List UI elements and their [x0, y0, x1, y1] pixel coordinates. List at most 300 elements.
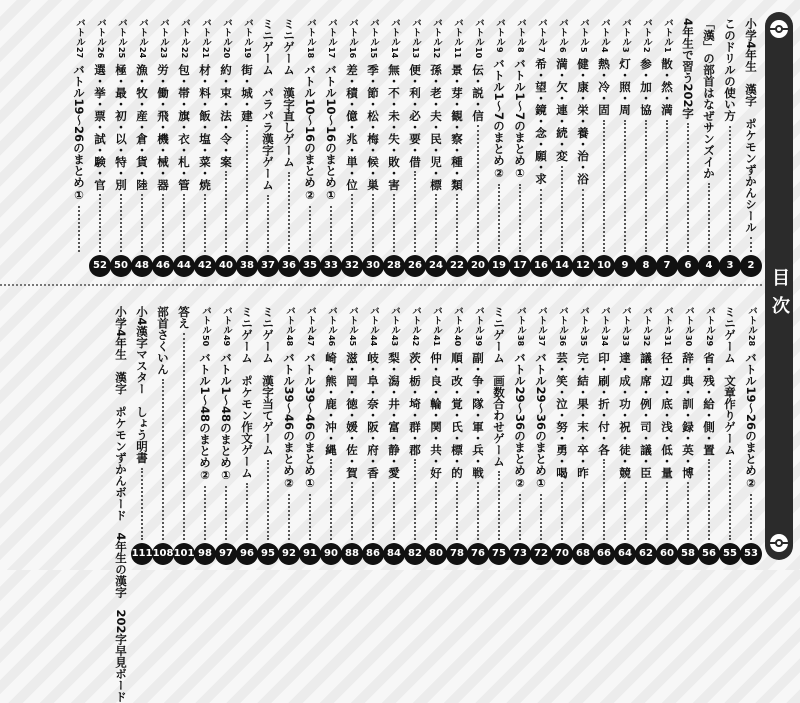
entry-text: 答え [177, 306, 191, 329]
page-number-badge: 76 [467, 543, 489, 565]
toc-entry[interactable] [698, 8, 720, 282]
battle-label: バトル [473, 306, 484, 335]
battle-label: バトル [473, 18, 484, 47]
battle-number: 49 [222, 334, 231, 346]
battle-label: バトル [158, 18, 169, 47]
battle-label: バトル [137, 18, 148, 47]
battle-number: 34 [600, 334, 609, 346]
entry-text: ミニゲーム 画数合わせゲーム [492, 306, 506, 467]
battle-label: バトル [557, 18, 568, 47]
toc-entry[interactable] [572, 8, 594, 282]
battle-label: バトル [200, 18, 211, 47]
battle-label: バトル [641, 18, 652, 47]
toc-entry[interactable] [593, 8, 615, 282]
page-number-badge: 26 [404, 255, 426, 277]
battle-label: バトル [95, 18, 106, 47]
entry-text: 小4漢字マスター しょう明書 [135, 306, 149, 464]
toc-entry[interactable] [383, 296, 405, 570]
page-number-badge: 62 [635, 543, 657, 565]
dot-leader [372, 194, 374, 252]
toc-entry[interactable] [362, 296, 384, 570]
toc-entry[interactable] [677, 8, 699, 282]
page-number-badge: 91 [299, 543, 321, 565]
battle-number: 14 [390, 46, 399, 58]
battle-label: バトル [221, 306, 232, 335]
page-number-badge: 72 [530, 543, 552, 565]
dot-leader [330, 206, 332, 252]
battle-number: 12 [432, 46, 441, 58]
page-number-badge: 53 [740, 543, 762, 565]
toc-entry[interactable] [551, 296, 573, 570]
dot-leader [267, 460, 269, 540]
entry-text: 孫・老・夫・民・児・標 [429, 63, 443, 191]
dot-leader [729, 126, 731, 252]
toc-entry[interactable] [446, 8, 468, 282]
toc-entry[interactable] [152, 8, 174, 282]
battle-label: バトル [74, 18, 85, 47]
page-number-badge: 98 [194, 543, 216, 565]
battle-number: 17 [327, 46, 336, 58]
page-number-badge: 12 [572, 255, 594, 277]
entry-text: 副・争・隊・軍・兵・戦 [471, 351, 485, 479]
battle-number: 47 [306, 334, 315, 346]
dot-leader [624, 482, 626, 540]
battle-label: バトル [452, 18, 463, 47]
dot-leader [162, 379, 164, 540]
battle-label: バトル [683, 306, 694, 335]
toc-entry[interactable] [215, 8, 237, 282]
entry-text: バトル1〜7のまとめ① [513, 58, 527, 181]
dot-leader [414, 459, 416, 540]
battle-label: バトル [641, 306, 652, 335]
dot-leader [204, 194, 206, 252]
entry-text: バトル10〜16のまとめ② [303, 63, 317, 202]
entry-text: 差・積・億・兆・単・位 [345, 63, 359, 191]
toc-entry[interactable] [719, 296, 741, 570]
battle-label: バトル [536, 306, 547, 335]
toc-entry[interactable] [740, 8, 762, 282]
toc-entry[interactable] [572, 296, 594, 570]
toc-entry[interactable] [299, 296, 321, 570]
entry-text: 滋・岡・徳・媛・佐・賀 [345, 351, 359, 479]
dot-leader [183, 333, 185, 540]
page-number-badge: 75 [488, 543, 510, 565]
battle-number: 43 [390, 334, 399, 346]
dot-leader [582, 482, 584, 540]
dot-leader [225, 171, 227, 252]
entry-text: 熱・冷・固 [597, 58, 611, 116]
entry-text: 参・加・協 [639, 58, 653, 116]
page-number-badge: 64 [614, 543, 636, 565]
toc-entry[interactable] [446, 296, 468, 570]
toc-entry[interactable] [110, 296, 132, 703]
dot-leader [603, 120, 605, 252]
dot-leader [645, 120, 647, 252]
toc-entry[interactable] [404, 296, 426, 570]
toc-entry[interactable] [635, 8, 657, 282]
toc-entry[interactable] [194, 296, 216, 570]
entry-text: ミニゲーム 漢字当てゲーム [261, 306, 275, 456]
entry-text: バトル19〜26のまとめ① [72, 63, 86, 202]
battle-label: バトル [347, 306, 358, 335]
toc-entry[interactable] [614, 8, 636, 282]
battle-label: バトル [620, 306, 631, 335]
toc-entry[interactable] [341, 8, 363, 282]
toc-entry[interactable] [509, 296, 531, 570]
battle-number: 19 [243, 46, 252, 58]
entry-text: バトル10〜16のまとめ① [324, 63, 338, 202]
entry-text: 約・束・法・令・案 [219, 63, 233, 168]
battle-label: バトル [200, 306, 211, 335]
toc-entry[interactable] [635, 296, 657, 570]
page-number-badge: 8 [635, 255, 657, 277]
entry-text: 街・城・建 [240, 63, 254, 122]
battle-label: バトル [536, 18, 547, 47]
battle-label: バトル [599, 18, 610, 47]
toc-entry[interactable] [677, 296, 699, 570]
entry-text: 仲・良・輪・関・共・好 [429, 351, 443, 479]
toc-entry[interactable] [698, 296, 720, 570]
dot-leader [246, 483, 248, 540]
entry-text: ミニゲーム ポケモン作文ゲーム [240, 306, 254, 479]
battle-label: バトル [620, 18, 631, 47]
entry-text: バトル29〜36のまとめ② [513, 351, 527, 490]
entry-text: 包・帯・旗・衣・札・管 [177, 63, 191, 191]
entry-text: 灯・照・周 [618, 58, 632, 116]
entry-text: 部首さくいん [156, 306, 170, 375]
battle-label: バトル [494, 18, 505, 47]
dot-leader [540, 494, 542, 540]
battle-number: 33 [621, 334, 630, 346]
entry-text: 選・挙・票・試・験・官 [93, 63, 107, 191]
toc-entry[interactable] [656, 8, 678, 282]
toc-entry[interactable] [530, 296, 552, 570]
dot-leader [414, 171, 416, 252]
toc-entry[interactable] [152, 296, 174, 570]
page-number-badge: 60 [656, 543, 678, 565]
battle-number: 16 [348, 46, 357, 58]
battle-number: 11 [453, 46, 462, 58]
entry-text: 漁・牧・産・倉・貨・陸 [135, 63, 149, 191]
dot-leader [666, 482, 668, 540]
entry-text: 4年生で習う202字 [681, 18, 695, 120]
page-number-badge: 19 [488, 255, 510, 277]
battle-number: 22 [180, 46, 189, 58]
page-number-badge: 16 [530, 255, 552, 277]
battle-label: バトル [284, 306, 295, 335]
dot-leader [687, 482, 689, 540]
battle-label: バトル [578, 306, 589, 335]
entry-text: 芸・笑・泣・努・勇・喝 [555, 351, 569, 479]
toc-entry[interactable] [131, 8, 153, 282]
page-number-badge: 92 [278, 543, 300, 565]
battle-label: バトル [179, 18, 190, 47]
toc-entry[interactable] [509, 8, 531, 282]
battle-number: 42 [411, 334, 420, 346]
page-number-badge: 90 [320, 543, 342, 565]
page-number-badge: 70 [551, 543, 573, 565]
dot-leader [603, 459, 605, 540]
entry-text: 材・料・飯・塩・菜・焼 [198, 63, 212, 191]
dot-leader [750, 494, 752, 540]
page-number-badge: 44 [173, 255, 195, 277]
page-number-badge: 52 [89, 255, 111, 277]
dot-leader [750, 237, 752, 252]
battle-number: 10 [474, 46, 483, 58]
battle-number: 1 [663, 46, 672, 53]
entry-text: 岐・阜・奈・阪・府・香 [366, 351, 380, 479]
battle-number: 20 [222, 46, 231, 58]
dot-leader [477, 125, 479, 252]
entry-text: 省・残・給・側・置 [702, 351, 716, 456]
section-divider [0, 284, 762, 286]
battle-number: 40 [453, 334, 462, 346]
toc-entry[interactable] [89, 8, 111, 282]
dot-leader [708, 183, 710, 252]
toc-entry[interactable] [278, 296, 300, 570]
battle-number: 18 [306, 46, 315, 58]
dot-leader [519, 184, 521, 252]
page-number-badge: 55 [719, 543, 741, 565]
page-number-badge: 17 [509, 255, 531, 277]
dot-leader [435, 482, 437, 540]
page-number-badge: 82 [404, 543, 426, 565]
toc-entry[interactable] [257, 296, 279, 570]
battle-label: バトル [368, 18, 379, 47]
entry-text: 完・結・果・末・卒・昨 [576, 351, 590, 479]
battle-label: バトル [326, 306, 337, 335]
battle-label: バトル [368, 306, 379, 335]
toc-entry[interactable] [299, 8, 321, 282]
toc-entry[interactable] [68, 8, 90, 282]
battle-number: 38 [516, 334, 525, 346]
battle-number: 2 [642, 46, 651, 53]
dot-leader [288, 172, 290, 252]
dot-leader [267, 195, 269, 252]
page-number-badge: 37 [257, 255, 279, 277]
battle-label: バトル [431, 306, 442, 335]
entry-text: 季・節・松・梅・候・巣 [366, 63, 380, 191]
toc-entry[interactable] [656, 296, 678, 570]
entry-text: 便・利・必・要・借 [408, 63, 422, 168]
entry-text: バトル19〜26のまとめ② [744, 351, 758, 490]
page-number-badge: 97 [215, 543, 237, 565]
title-bar [765, 12, 793, 560]
page-number-badge: 78 [446, 543, 468, 565]
toc-entry[interactable] [173, 296, 195, 570]
dot-leader [498, 471, 500, 540]
entry-text: 「漢」の部首はなぜサンズイか [702, 18, 716, 179]
battle-number: 13 [411, 46, 420, 58]
dot-leader [519, 494, 521, 540]
battle-number: 24 [138, 46, 147, 58]
entry-text: ミニゲーム パラパラ漢字ゲーム [261, 18, 275, 191]
battle-number: 7 [537, 46, 546, 53]
dot-leader [330, 459, 332, 540]
page-number-badge: 10 [593, 255, 615, 277]
dot-leader [393, 482, 395, 540]
battle-label: バトル [347, 18, 358, 47]
battle-number: 30 [684, 334, 693, 346]
dot-leader [456, 194, 458, 252]
page-number-badge: 38 [236, 255, 258, 277]
toc-entry[interactable] [236, 8, 258, 282]
page-number-badge: 6 [677, 255, 699, 277]
battle-label: バトル [515, 306, 526, 335]
dot-leader [498, 184, 500, 252]
toc-entry[interactable] [257, 8, 279, 282]
dot-leader [351, 194, 353, 252]
dot-leader [477, 482, 479, 540]
entry-text: 希・望・鏡・念・願・求 [534, 58, 548, 185]
entry-text: 無・不・未・失・敗・害 [387, 63, 401, 191]
battle-number: 32 [642, 334, 651, 346]
battle-number: 28 [747, 334, 756, 346]
toc-entry[interactable] [362, 8, 384, 282]
page-number-badge: 95 [257, 543, 279, 565]
dot-leader [561, 166, 563, 252]
page-number-badge: 80 [425, 543, 447, 565]
page-number-badge: 2 [740, 255, 762, 277]
toc-entry[interactable] [488, 296, 510, 570]
page-number-badge: 68 [572, 543, 594, 565]
page-number-badge: 88 [341, 543, 363, 565]
page-number-badge: 86 [362, 543, 384, 565]
battle-number: 23 [159, 46, 168, 58]
toc-entry[interactable] [425, 8, 447, 282]
page-number-badge: 56 [698, 543, 720, 565]
toc-entry[interactable] [614, 296, 636, 570]
toc-entry[interactable] [530, 8, 552, 282]
dot-leader [372, 482, 374, 540]
toc-entry[interactable] [425, 296, 447, 570]
toc-entry[interactable] [194, 8, 216, 282]
dot-leader [141, 194, 143, 252]
toc-entry[interactable] [236, 296, 258, 570]
entry-text: 満・欠・連・続・変 [555, 58, 569, 162]
dot-leader [99, 194, 101, 252]
battle-number: 48 [285, 334, 294, 346]
toc-entry[interactable] [215, 296, 237, 570]
page-number-badge: 111 [131, 543, 153, 565]
battle-number: 15 [369, 46, 378, 58]
toc-entry[interactable] [551, 8, 573, 282]
battle-number: 37 [537, 334, 546, 346]
toc-entry[interactable] [278, 8, 300, 282]
page-number-badge: 28 [383, 255, 405, 277]
toc-entry[interactable] [173, 8, 195, 282]
battle-label: バトル [746, 306, 757, 335]
entry-text: バトル1〜48のまとめ① [219, 351, 233, 482]
toc-entry[interactable] [467, 296, 489, 570]
toc-entry[interactable] [320, 296, 342, 570]
page-number-badge: 48 [131, 255, 153, 277]
entry-text: バトル39〜46のまとめ② [282, 351, 296, 490]
battle-number: 44 [369, 334, 378, 346]
toc-entry[interactable] [404, 8, 426, 282]
page-number-badge: 24 [425, 255, 447, 277]
entry-text: 小学4年生 漢字 ポケモンずかんボード 4年生の漢字 202字早見ボード [114, 306, 128, 703]
pokeball-icon [770, 534, 788, 552]
dot-leader [309, 206, 311, 252]
page-number-badge: 35 [299, 255, 321, 277]
battle-number: 35 [579, 334, 588, 346]
dot-leader [288, 494, 290, 540]
dot-leader [120, 194, 122, 252]
battle-label: バトル [599, 306, 610, 335]
battle-label: バトル [662, 18, 673, 47]
dot-leader [456, 482, 458, 540]
dot-leader [309, 494, 311, 540]
toc-entry[interactable] [131, 296, 153, 570]
dot-leader [162, 194, 164, 252]
dot-leader [561, 482, 563, 540]
toc-entry[interactable] [320, 8, 342, 282]
page-number-badge: 108 [152, 543, 174, 565]
page-number-badge: 32 [341, 255, 363, 277]
toc-entry[interactable] [467, 8, 489, 282]
page-number-badge: 96 [236, 543, 258, 565]
toc-entry[interactable] [740, 296, 762, 570]
battle-number: 3 [621, 46, 630, 53]
battle-label: バトル [557, 306, 568, 335]
entry-text: 景・芽・観・察・種・類 [450, 63, 464, 191]
page-number-badge: 4 [698, 255, 720, 277]
battle-label: バトル [305, 306, 316, 335]
toc-entry[interactable] [488, 8, 510, 282]
battle-label: バトル [410, 18, 421, 47]
toc-entry[interactable] [110, 8, 132, 282]
toc-entry[interactable] [593, 296, 615, 570]
page-number-badge: 20 [467, 255, 489, 277]
dot-leader [624, 120, 626, 252]
battle-number: 41 [432, 334, 441, 346]
battle-label: バトル [389, 306, 400, 335]
battle-number: 45 [348, 334, 357, 346]
toc-entry[interactable] [383, 8, 405, 282]
page-number-badge: 33 [320, 255, 342, 277]
battle-label: バトル [662, 306, 673, 335]
dot-leader [78, 206, 80, 252]
entry-text: バトル1〜7のまとめ② [492, 58, 506, 181]
battle-label: バトル [389, 18, 400, 47]
battle-number: 6 [558, 46, 567, 53]
dot-leader [708, 459, 710, 540]
entry-text: 健・康・栄・養・治・浴 [576, 58, 590, 185]
toc-entry[interactable] [719, 8, 741, 282]
battle-number: 8 [516, 46, 525, 53]
entry-text: 辞・典・訓・録・英・博 [681, 351, 695, 479]
battle-label: バトル [116, 18, 127, 47]
entry-text: 達・成・功・祝・徒・競 [618, 351, 632, 479]
dot-leader [183, 194, 185, 252]
toc-entry[interactable] [341, 296, 363, 570]
entry-text: 散・然・満 [660, 58, 674, 116]
entry-text: ミニゲーム 漢字直しゲーム [282, 18, 296, 168]
entry-text: 印・刷・折・付・各 [597, 351, 611, 456]
toc-bottom-section [0, 288, 762, 703]
battle-number: 5 [579, 46, 588, 53]
battle-number: 46 [327, 334, 336, 346]
entry-text: バトル39〜46のまとめ① [303, 351, 317, 490]
battle-label: バトル [578, 18, 589, 47]
battle-number: 4 [600, 46, 609, 53]
page-number-badge: 40 [215, 255, 237, 277]
battle-label: バトル [704, 306, 715, 335]
battle-number: 25 [117, 46, 126, 58]
battle-number: 50 [201, 334, 210, 346]
battle-number: 27 [75, 46, 84, 58]
